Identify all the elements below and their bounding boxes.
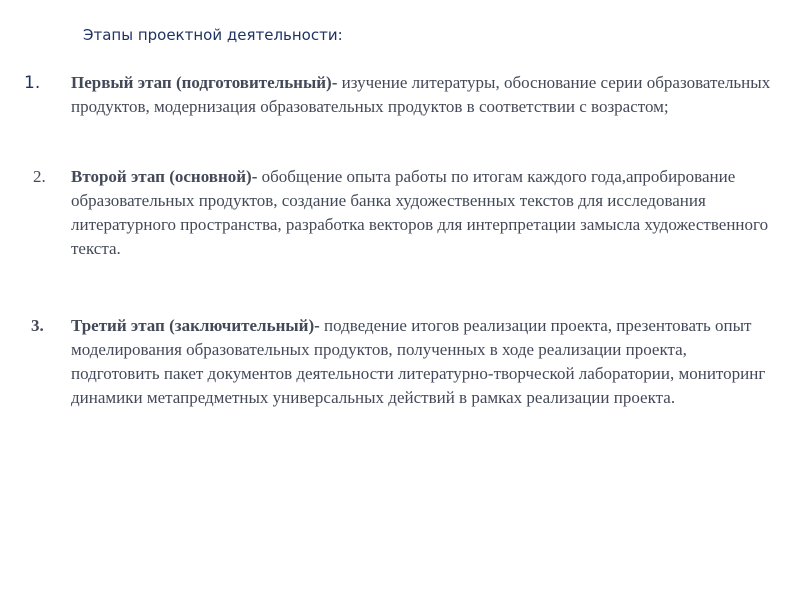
stage-title: Третий этап (заключительный)- xyxy=(71,316,320,335)
stage-description: обобщение опыта работы по итогам каждого года,апробирование образовательных продуктов, создание банка художественных текстов для исследования литературного пространства, разработка векторов для интерпретации замысла художественного текста. xyxy=(71,167,769,258)
slide-heading: Этапы проектной деятельности: xyxy=(83,26,343,44)
stage-number: 2. xyxy=(33,167,46,186)
stage-description: подведение итогов реализации проекта, презентовать опыт моделирования образовательных продуктов, полученных в ходе реализации проекта, подготовить пакет документов деятельности литературно-творческой лаборатории, мониторинг динамики метапредметных универсальных действий в рамках реализации проекта. xyxy=(71,316,766,407)
stage-title: Первый этап (подготовительный)- xyxy=(71,73,338,92)
stage-number: 1. xyxy=(24,73,41,93)
stage-number: 3. xyxy=(31,316,44,335)
stage-item-3 xyxy=(31,314,771,410)
stage-item-2 xyxy=(33,165,771,261)
stage-description: изучение литературы, обоснование серии образовательных продуктов, модернизация образовательных продуктов в соответствии с возрастом; xyxy=(71,73,771,116)
stage-title: Второй этап (основной)- xyxy=(71,167,258,186)
stage-item-1 xyxy=(24,71,771,119)
